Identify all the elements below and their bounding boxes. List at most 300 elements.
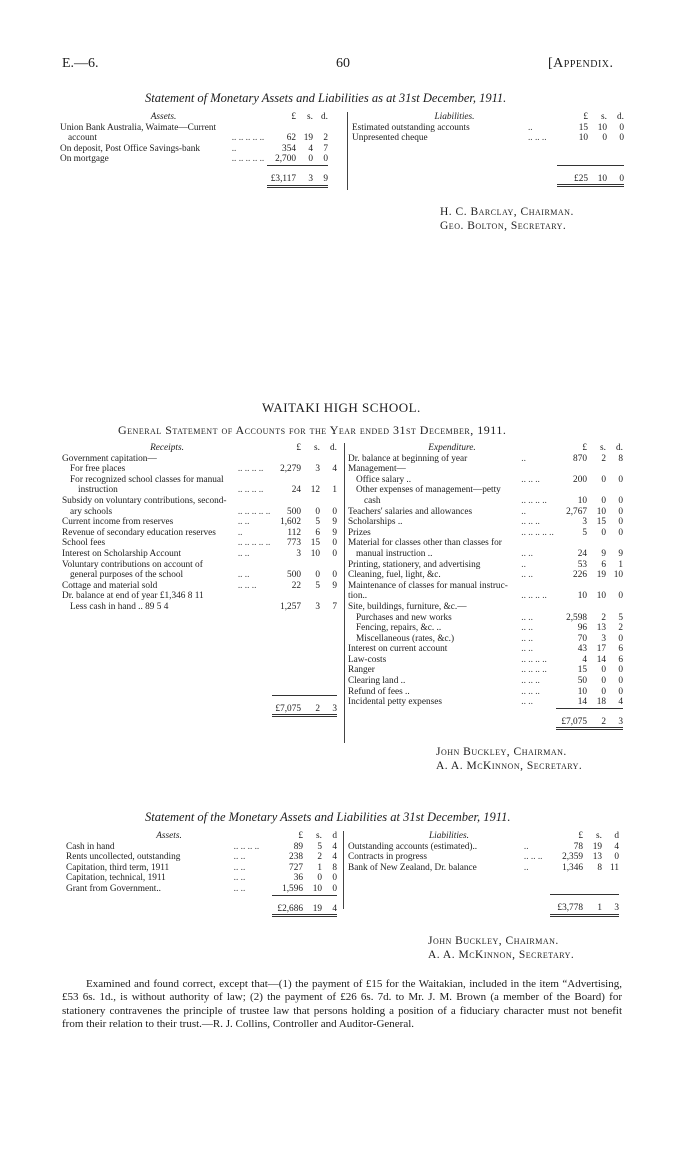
s-head: s.	[600, 443, 606, 453]
account-row	[66, 842, 337, 853]
page-ref: E.—6.	[62, 56, 99, 71]
pounds-value	[272, 496, 301, 507]
account-row	[62, 570, 337, 581]
pence-value	[320, 591, 337, 602]
pounds-value: 89	[293, 841, 303, 852]
assets-head: Assets.	[150, 112, 177, 122]
shillings-value: 0	[315, 506, 320, 517]
account-row	[348, 863, 619, 874]
leader-dots: .. .. .. ..	[521, 654, 547, 665]
expend-total-d: 3	[606, 708, 623, 729]
pence-value: 0	[618, 686, 623, 697]
pounds-value: 226	[573, 570, 587, 581]
pounds-value: 2,359	[562, 852, 583, 863]
pence-value: 4	[332, 841, 337, 852]
account-description: cash	[364, 495, 381, 506]
account-row	[348, 602, 623, 613]
pence-value: 6	[618, 654, 623, 665]
pounds-value: 53	[577, 559, 587, 570]
shillings-value: 18	[596, 697, 606, 708]
account-description: Estimated outstanding accounts	[352, 122, 470, 133]
pounds-value: 10	[577, 495, 587, 506]
shillings-value: 10	[310, 548, 320, 559]
account-description: Cleaning, fuel, light, &c.	[348, 570, 441, 581]
account-description: Material for classes other than classes for	[348, 538, 502, 549]
account-row	[62, 560, 337, 571]
account-row	[348, 454, 623, 465]
account-row	[348, 485, 623, 496]
pounds-value: 1,346	[562, 862, 583, 873]
account-row	[348, 623, 623, 634]
account-description: Contracts in progress	[348, 852, 428, 863]
shillings-value: 10	[596, 591, 606, 602]
shillings-value: 0	[317, 873, 322, 884]
pounds-value: 70	[577, 633, 587, 644]
account-description: Bank of New Zealand, Dr. balance	[348, 862, 477, 873]
account-row	[348, 644, 623, 655]
expenditure-column	[348, 443, 623, 730]
account-row	[62, 464, 337, 475]
leader-dots: ..	[523, 862, 529, 873]
account-description: Cash in hand	[66, 841, 115, 852]
pence-value: 0	[618, 506, 623, 517]
leader-dots	[234, 560, 272, 571]
pounds-value: 3	[582, 517, 587, 528]
shillings-value: 13	[596, 623, 606, 634]
pounds-value: 500	[287, 570, 301, 581]
shillings-value	[301, 560, 320, 571]
leader-dots: .. ..	[237, 570, 250, 581]
pence-value: 9	[332, 527, 337, 538]
account-description: Prizes	[348, 527, 371, 538]
section1-signatures	[440, 205, 574, 233]
account-description: Teachers' salaries and allowances	[348, 506, 473, 517]
shillings-value: 5	[315, 517, 320, 528]
pence-value	[320, 454, 337, 465]
pounds-value: 1,602	[280, 517, 301, 528]
account-description: Outstanding accounts (estimated)..	[348, 841, 478, 852]
leader-dots: .. .. .. ..	[521, 591, 547, 602]
pence-value: 0	[332, 506, 337, 517]
pence-value: 0	[618, 676, 623, 687]
leader-dots	[228, 123, 267, 134]
pounds-value: 43	[577, 644, 587, 655]
d-head: d.	[616, 443, 623, 453]
pence-value: 2	[618, 623, 623, 634]
pence-value: 8	[332, 862, 337, 873]
liab-total-d: 0	[607, 165, 624, 186]
account-row	[348, 517, 623, 528]
shillings-value: 13	[592, 852, 602, 863]
shillings-value: 3	[315, 601, 320, 612]
shillings-value: 0	[601, 527, 606, 538]
page-number: 60	[336, 56, 350, 71]
account-description: Fencing, repairs, &c. ..	[356, 623, 442, 634]
shillings-value	[587, 602, 606, 613]
leader-dots: .. .. ..	[523, 852, 543, 863]
account-row	[352, 123, 624, 134]
account-description: Dr. balance at end of year £1,346 8 11	[62, 591, 204, 602]
s-head: s.	[596, 831, 602, 841]
leader-dots	[517, 464, 556, 475]
account-row	[66, 852, 337, 863]
pence-value: 0	[618, 633, 623, 644]
account-description: Refund of fees ..	[348, 686, 410, 697]
leader-dots	[234, 602, 272, 613]
pence-value: 0	[618, 527, 623, 538]
pounds-value: 1,596	[282, 883, 303, 894]
pence-value	[313, 123, 328, 134]
shillings-value: 17	[596, 644, 606, 655]
leader-dots: .. ..	[233, 873, 246, 884]
shillings-value: 19	[303, 133, 313, 144]
leader-dots: .. ..	[521, 697, 533, 708]
account-description: Office salary ..	[356, 474, 412, 485]
assets-total-d: 9	[313, 165, 328, 186]
leader-dots: .. ..	[521, 612, 533, 623]
leader-dots: ..	[527, 122, 533, 133]
account-row	[66, 884, 337, 895]
pounds-value: 22	[291, 580, 301, 591]
shillings-value	[301, 496, 320, 507]
pounds-value: 24	[577, 548, 587, 559]
shillings-value: 3	[315, 464, 320, 475]
leader-dots: ..	[521, 453, 526, 464]
account-description: Purchases and new works	[356, 612, 452, 623]
audit-note: Examined and found correct, except that—(1) the payment of £15 for the Waitakian, included in the item “Advertising, £53 6s. 1d., is without authority of law; (2) the payment of £26 6s. 7d. to Mr. J. M. Brown (a member of the Board) for stationery contravenes the principle of trustee law that persons holding a position of a fiduciary character must not benefit from their relation to their trust.—R. J. Collins, Controller and Auditor-General.	[62, 978, 622, 1031]
pound-head: £	[578, 831, 583, 841]
section1-assets-table	[60, 112, 328, 188]
leader-dots: .. ..	[521, 623, 533, 634]
account-row	[352, 133, 624, 144]
leader-dots: .. ..	[521, 570, 533, 581]
leader-dots: ..	[231, 143, 237, 154]
pence-value	[320, 475, 337, 486]
leader-dots: .. .. .. ..	[237, 464, 264, 475]
pence-value: 7	[332, 601, 337, 612]
shillings-value: 1	[317, 862, 322, 873]
account-row	[348, 697, 623, 708]
pounds-value: 870	[573, 453, 587, 464]
pounds-value	[556, 538, 587, 549]
account-description: Unpresented cheque	[352, 133, 428, 144]
pence-value: 4	[614, 841, 619, 852]
section1-title: Statement of Monetary Assets and Liabilities as at 31st December, 1911.	[145, 91, 507, 105]
section3-divider	[343, 831, 344, 909]
pounds-value	[556, 602, 587, 613]
leader-dots: .. .. .. .. ..	[231, 154, 265, 165]
pounds-value: 62	[286, 133, 296, 144]
pound-head: £	[296, 443, 301, 453]
account-row	[348, 687, 623, 698]
liab-total-l: £25	[557, 165, 588, 186]
account-description: Capitation, third term, 1911	[66, 862, 170, 873]
account-description: On deposit, Post Office Savings-bank	[60, 143, 201, 154]
section3-liab-rows	[348, 842, 619, 874]
shillings-value: 9	[601, 548, 606, 559]
shillings-value: 19	[592, 841, 602, 852]
pence-value: 0	[619, 133, 624, 144]
account-row	[348, 842, 619, 853]
pound-head: £	[582, 443, 587, 453]
leader-dots	[517, 602, 556, 613]
pounds-value: 2,700	[275, 154, 296, 165]
leader-dots: .. .. ..	[521, 474, 540, 485]
pounds-value: 15	[578, 122, 588, 133]
account-row	[348, 655, 623, 666]
receipts-total-l: £7,075	[272, 695, 301, 716]
leader-dots	[517, 581, 556, 592]
pence-value: 9	[332, 580, 337, 591]
pence-value	[606, 464, 623, 475]
leader-dots	[517, 485, 556, 496]
account-description: For free places	[70, 464, 126, 475]
shillings-value: 0	[315, 570, 320, 581]
account-row	[348, 634, 623, 645]
receipts-rows	[62, 454, 337, 613]
shillings-value: 2	[317, 852, 322, 863]
pounds-value: 10	[578, 133, 588, 144]
pounds-value: 200	[573, 474, 587, 485]
account-description: Subsidy on voluntary contributions, second-	[62, 495, 227, 506]
leader-dots: .. .. .. ..	[233, 841, 260, 852]
pence-value: 0	[323, 154, 328, 165]
account-row	[60, 144, 328, 155]
d-head: d	[614, 831, 619, 841]
account-description: On mortgage	[60, 154, 109, 165]
account-description: Law-costs	[348, 654, 387, 665]
pounds-value: 5	[582, 527, 587, 538]
account-row	[62, 507, 337, 518]
shillings-value: 10	[596, 506, 606, 517]
leader-dots: .. .. .. ..	[521, 495, 547, 506]
shillings-value: 0	[602, 133, 607, 144]
expend-total-l: £7,075	[556, 708, 587, 729]
leader-dots: .. .. .. .. ..	[231, 133, 265, 144]
section2-signatures	[436, 745, 582, 773]
expend-total-s: 2	[587, 708, 606, 729]
account-description: Dr. balance at beginning of year	[348, 453, 468, 464]
account-row	[348, 665, 623, 676]
shillings-value	[301, 475, 320, 486]
pounds-value	[272, 560, 301, 571]
expenditure-rows	[348, 454, 623, 709]
shillings-value: 8	[597, 862, 602, 873]
account-description: Voluntary contributions on account of	[62, 559, 203, 570]
shillings-value	[587, 581, 606, 592]
secretary-signature: A. A. McKinnon, Secretary.	[428, 949, 575, 961]
pence-value: 10	[613, 570, 623, 581]
pence-value	[606, 538, 623, 549]
account-row	[348, 475, 623, 486]
pounds-value: 78	[573, 841, 583, 852]
leader-dots: .. .. ..	[521, 686, 540, 697]
section3-assets-table	[66, 831, 337, 917]
pence-value: 4	[332, 852, 337, 863]
account-description: Site, buildings, furniture, &c.—	[348, 601, 467, 612]
shillings-value: 10	[597, 122, 607, 133]
leader-dots: .. ..	[233, 862, 246, 873]
chairman-signature: H. C. Barclay, Chairman.	[440, 206, 574, 218]
account-description: manual instruction ..	[356, 548, 433, 559]
pounds-value: 238	[289, 852, 303, 863]
leader-dots: ..	[523, 841, 529, 852]
school-title: WAITAKI HIGH SCHOOL.	[262, 400, 421, 415]
account-row	[66, 863, 337, 874]
account-description: Capitation, technical, 1911	[66, 873, 166, 884]
pence-value: 1	[332, 485, 337, 496]
section3-liab-table	[348, 831, 619, 917]
assets-total-s: 3	[296, 165, 313, 186]
leader-dots	[234, 454, 272, 465]
account-description: Union Bank Australia, Waimate—Current	[60, 122, 217, 133]
pounds-value	[272, 591, 301, 602]
assets-total-l: £2,686	[272, 895, 303, 916]
liab-total-s: 1	[583, 895, 602, 916]
shillings-value: 10	[312, 883, 322, 894]
assets-total-d: 4	[322, 895, 337, 916]
leader-dots: .. .. .. .. ..	[521, 527, 554, 538]
pence-value: 0	[619, 122, 624, 133]
account-description: Scholarships ..	[348, 517, 403, 528]
pence-value: 9	[618, 548, 623, 559]
leader-dots	[517, 538, 556, 549]
leader-dots: .. .. .. ..	[237, 485, 264, 496]
pounds-value: 1,257	[280, 601, 301, 612]
pounds-value: 50	[577, 676, 587, 687]
assets-head: Assets.	[156, 831, 182, 841]
shillings-value: 0	[601, 495, 606, 506]
account-row	[348, 507, 623, 518]
section3-title: Statement of the Monetary Assets and Liabilities at 31st December, 1911.	[145, 810, 511, 824]
d-head: d.	[330, 443, 337, 453]
section3-assets	[66, 831, 337, 917]
account-description: Current income from reserves	[62, 517, 174, 528]
section1-liab-table	[352, 112, 624, 187]
account-description: For recognized school classes for manual	[70, 474, 224, 485]
shillings-value: 0	[601, 686, 606, 697]
liab-total-d: 3	[602, 895, 619, 916]
pence-value: 0	[332, 570, 337, 581]
pounds-value	[556, 581, 587, 592]
leader-dots: .. .. ..	[527, 133, 547, 144]
secretary-signature: A. A. McKinnon, Secretary.	[436, 760, 583, 772]
chairman-signature: John Buckley, Chairman.	[436, 746, 567, 758]
account-row	[348, 464, 623, 475]
leader-dots: .. ..	[233, 852, 246, 863]
shillings-value: 15	[596, 517, 606, 528]
pounds-value	[272, 454, 301, 465]
account-description: Miscellaneous (rates, &c.)	[356, 633, 455, 644]
pence-value: 0	[332, 883, 337, 894]
shillings-value: 6	[601, 559, 606, 570]
pounds-value: 500	[287, 506, 301, 517]
pound-head: £	[291, 112, 296, 122]
s-head: s.	[316, 831, 322, 841]
pence-value: 4	[618, 697, 623, 708]
shillings-value: 15	[310, 538, 320, 549]
account-row	[62, 475, 337, 486]
account-row	[62, 602, 337, 613]
pounds-value: 773	[287, 538, 301, 549]
pence-value	[320, 496, 337, 507]
pence-value: 0	[618, 495, 623, 506]
account-row	[348, 676, 623, 687]
account-description: Other expenses of management—petty	[356, 485, 501, 496]
shillings-value: 3	[601, 633, 606, 644]
pound-head: £	[583, 112, 588, 122]
pence-value: 5	[618, 612, 623, 623]
account-description: Revenue of secondary education reserves	[62, 527, 216, 538]
account-row	[60, 123, 328, 134]
pence-value: 0	[618, 474, 623, 485]
pence-value: 6	[618, 644, 623, 655]
shillings-value: 5	[317, 841, 322, 852]
leader-dots	[234, 496, 272, 507]
account-description: ary schools	[70, 506, 113, 517]
section1-liab-rows	[352, 123, 624, 144]
account-row	[62, 528, 337, 539]
pounds-value: 4	[582, 654, 587, 665]
liab-head: Liabilities.	[428, 831, 470, 841]
pounds-value: 2,598	[566, 612, 587, 623]
account-description: Interest on Scholarship Account	[62, 548, 182, 559]
leader-dots: ..	[521, 559, 526, 570]
account-description: School fees	[62, 538, 106, 549]
pence-value	[606, 485, 623, 496]
pounds-value: 96	[577, 623, 587, 634]
shillings-value	[587, 464, 606, 475]
receipts-table	[62, 443, 337, 717]
pence-value: 7	[323, 143, 328, 154]
pence-value	[606, 602, 623, 613]
shillings-value: 5	[315, 580, 320, 591]
account-row	[348, 570, 623, 581]
shillings-value	[587, 538, 606, 549]
shillings-value: 2	[601, 612, 606, 623]
leader-dots: .. .. .. ..	[521, 665, 547, 676]
pounds-value	[556, 485, 587, 496]
pounds-value: 14	[577, 697, 587, 708]
account-description: Cottage and material sold	[62, 580, 158, 591]
account-description: account	[68, 133, 97, 144]
s-head: s.	[314, 443, 320, 453]
pounds-value: 354	[282, 143, 296, 154]
pence-value: 0	[618, 591, 623, 602]
account-description: Less cash in hand .. 89 5 4	[70, 601, 169, 612]
d-head: d	[332, 831, 337, 841]
leader-dots: .. ..	[521, 644, 533, 655]
pence-value: 1	[618, 559, 623, 570]
pounds-value: 2,767	[566, 506, 587, 517]
account-description: Clearing land ..	[348, 676, 406, 687]
shillings-value: 12	[310, 485, 320, 496]
account-row	[62, 454, 337, 465]
pence-value	[606, 581, 623, 592]
account-row	[60, 154, 328, 165]
pence-value	[320, 560, 337, 571]
liab-total-s: 10	[588, 165, 607, 186]
pounds-value: 15	[577, 665, 587, 676]
pence-value: 0	[618, 665, 623, 676]
shillings-value: 6	[315, 527, 320, 538]
account-row	[66, 873, 337, 884]
account-row	[348, 528, 623, 539]
shillings-value: 0	[601, 665, 606, 676]
assets-total-s: 19	[303, 895, 322, 916]
section1-assets-rows	[60, 123, 328, 166]
account-row	[62, 485, 337, 496]
